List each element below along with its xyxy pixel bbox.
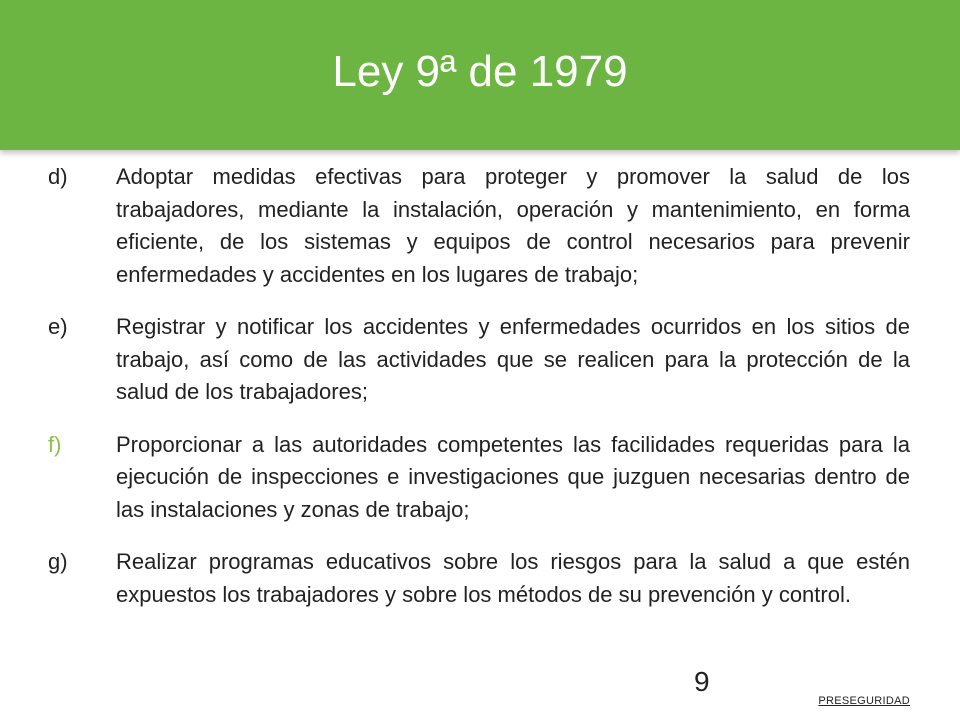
- list-item-g: [48, 546, 910, 611]
- slide-content: [48, 161, 910, 631]
- list-item-text: Realizar programas educativos sobre los riesgos para la salud a que estén expuestos los trabajadores y sobre los métodos de su prevención y control.: [116, 549, 910, 607]
- list-marker: e): [48, 314, 68, 339]
- list-item-text: Adoptar medidas efectivas para proteger y promover la salud de los trabajadores, mediante la instalación, operación y mantenimiento, en forma eficiente, de los sistemas y equipos de control necesarios para prevenir enfermedades y accidentes en los lugares de trabajo;: [116, 164, 910, 287]
- list-item-e: [48, 311, 910, 409]
- title-banner: [0, 0, 960, 150]
- footer-link-preseguridad[interactable]: PRESEGURIDAD: [818, 695, 910, 707]
- list-item-text: Proporcionar a las autoridades competentes las facilidades requeridas para la ejecución de inspecciones e investigaciones que juzguen necesarias dentro de las instalaciones y zonas de trabajo;: [116, 431, 910, 522]
- list-item-f: [48, 429, 910, 527]
- slide-title: Ley 9ª de 1979: [332, 47, 628, 96]
- list-item-text: Registrar y notificar los accidentes y enfermedades ocurridos en los sitios de trabajo, así como de las actividades que se realicen para la protección de la salud de los trabajadores;: [116, 314, 910, 404]
- list-marker: g): [48, 549, 68, 574]
- list-item-d: [48, 161, 910, 291]
- page-number: 9: [694, 666, 710, 697]
- list-marker: d): [48, 164, 68, 189]
- list-marker: f): [48, 431, 62, 457]
